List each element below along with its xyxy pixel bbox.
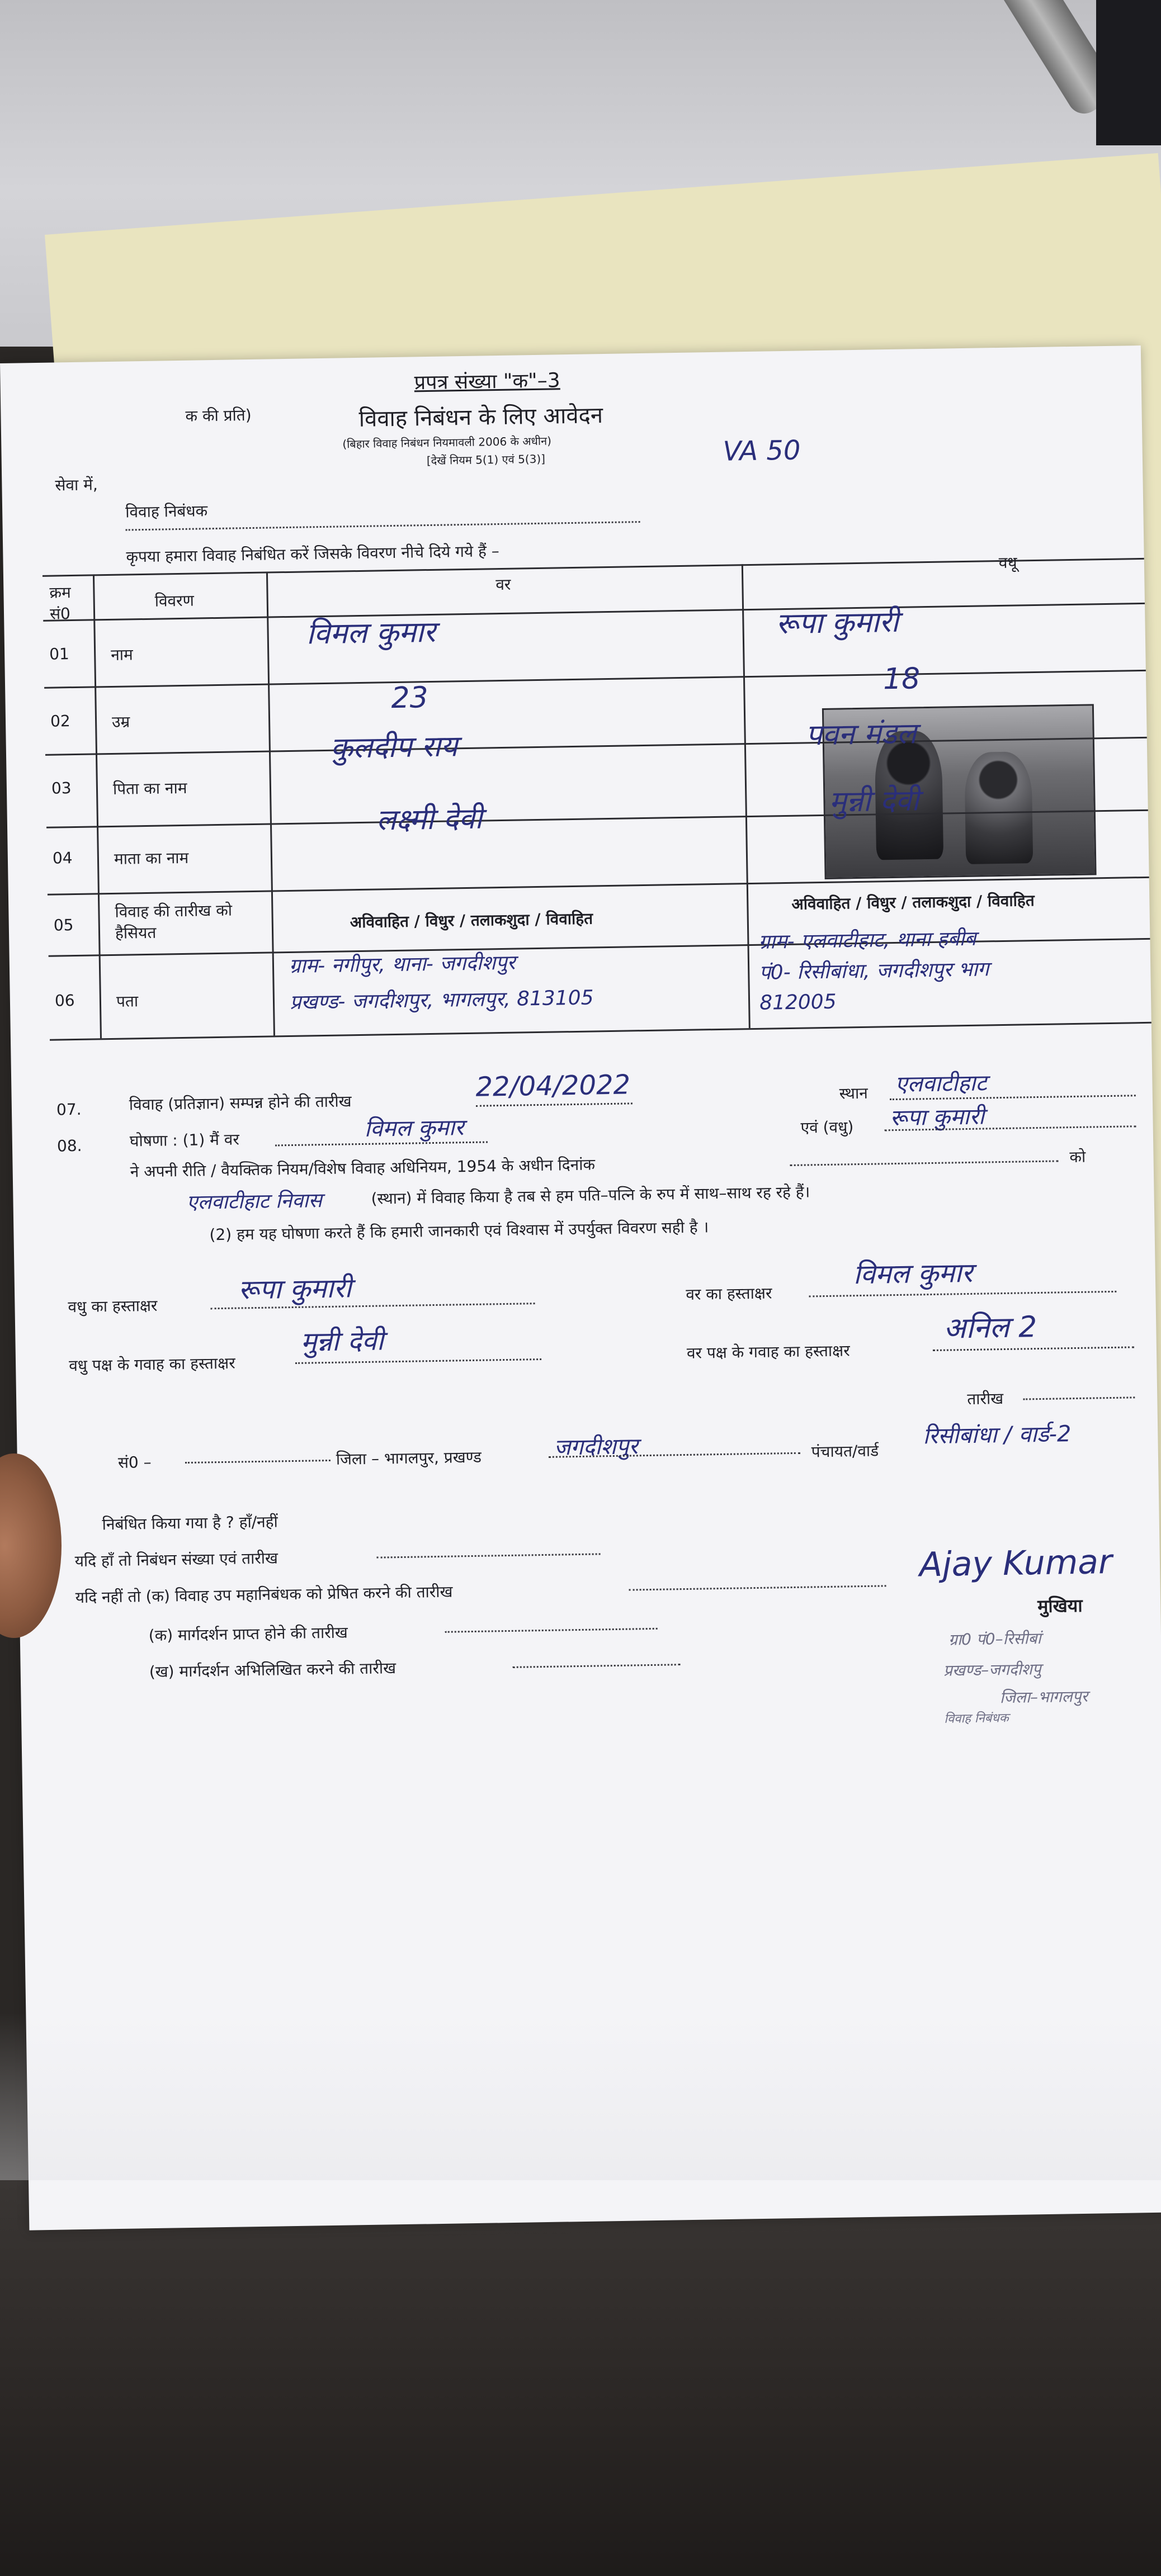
bride-witness-label: वधु पक्ष के गवाह का हस्ताक्षर [68, 1353, 235, 1375]
ko: को [1069, 1147, 1086, 1167]
official-signature: Ajay Kumar [919, 1542, 1113, 1585]
header-detail: विवरण [154, 591, 195, 610]
panchayat-value: रिसीबांधा / वार्ड-2 [922, 1421, 1072, 1450]
header-groom: वर [495, 575, 511, 594]
bride-sign-label: वधु का हस्ताक्षर [68, 1296, 158, 1317]
district-label: जिला – भागलपुर, प्रखण्ड [336, 1447, 482, 1469]
groom-mother: लक्ष्मी देवी [376, 802, 483, 837]
groom-status: अविवाहित / विधुर / तलाकशुदा / विवाहित [350, 909, 593, 932]
bride-figure [964, 751, 1033, 864]
rule-line-1: (बिहार विवाह निबंधन नियमावली 2006 के अधीन) [342, 434, 552, 451]
groom-witness-signature: अनिल 2 [943, 1310, 1037, 1346]
row-no: 05 [53, 916, 74, 935]
form-title: विवाह निबंधन के लिए आवेदन [358, 402, 603, 432]
bride-address-2: पं0- रिसीबांधा, जगदीशपुर भाग [758, 958, 989, 984]
stamp-line-3: जिला–भागलपुर [999, 1687, 1088, 1707]
q-no: यदि नहीं तो (क) विवाह उप महानिबंधक को प्रेषित करने की तारीख [75, 1582, 453, 1607]
q08-text: घोषणा : (1) मैं वर [129, 1130, 240, 1150]
bride-father: पवन मंडल [805, 717, 917, 752]
bride-witness-signature: मुन्नी देवी [300, 1325, 384, 1358]
row-no: 04 [52, 849, 73, 868]
header-bride: वधू [998, 553, 1017, 572]
groom-age: 23 [391, 681, 429, 716]
declaration-line-2: ने अपनी रीति / वैयक्तिक नियम/विशेष विवाह अधिनियम, 1954 के अधीन दिनांक [130, 1155, 596, 1181]
q-yes: यदि हाँ तो निबंधन संख्या एवं तारीख [74, 1549, 279, 1571]
copy-note: क की प्रति) [185, 405, 252, 425]
q-ka: (क) मार्गदर्शन प्राप्त होने की तारीख [148, 1623, 348, 1645]
stamp-line-1: ग्रा0 पं0–रिसीबां [948, 1629, 1041, 1649]
row-label: विवाह की तारीख को हैसियत [115, 901, 233, 943]
row-no: 06 [54, 991, 75, 1010]
form-paper [0, 345, 1161, 2231]
form-number: प्रपत्र संख्या "क"–3 [414, 369, 560, 395]
place-value: एलवाटीहाट [895, 1070, 987, 1098]
registrar-label: विवाह निबंधक [125, 501, 208, 522]
row-no: 02 [50, 712, 70, 731]
header-serial: क्रम सं0 [49, 583, 71, 623]
bride-mother: मुन्नी देवी [829, 784, 919, 819]
row-label: उम्र [111, 712, 130, 731]
tarikh-label: तारीख [967, 1389, 1004, 1409]
row-label: नाम [110, 645, 134, 664]
block-value: जगदीशपुर [554, 1433, 639, 1461]
background-floor [0, 2180, 1161, 2576]
groom-witness-label: वर पक्ष के गवाह का हस्ताक्षर [686, 1341, 850, 1362]
groom-signature: विमल कुमार [853, 1257, 973, 1291]
declaration-line-3: (स्थान) में विवाह किया है तब से हम पति–पत्नि के रुप में साथ–साथ रह रहे हैं। [371, 1182, 810, 1208]
groom-name: विमल कुमार [306, 615, 436, 651]
row-no: 01 [49, 645, 70, 664]
groom-sign-label: वर का हस्ताक्षर [686, 1284, 772, 1304]
and-bride: एवं (वधु) [800, 1117, 854, 1137]
groom-father: कुलदीप राय [330, 730, 458, 765]
bride-age: 18 [882, 662, 921, 697]
q07-text: विवाह (प्रतिज्ञान) सम्पन्न होने की तारीख [129, 1092, 352, 1114]
place-label: स्थान [839, 1083, 868, 1103]
rule-line-2: [देखें नियम 5(1) एवं 5(3)] [426, 452, 546, 468]
groom-address-2: प्रखण्ड- जगदीशपुर, भागलपुर, 813105 [289, 986, 594, 1015]
declaration-place: एलवाटीहाट निवास [186, 1189, 323, 1214]
stamp-line-2: प्रखण्ड–जगदीशपु [943, 1660, 1041, 1680]
bride-address-1: ग्राम- एलवाटीहाट, थाना हबीब [758, 927, 976, 954]
panchayat-label: पंचायत/वार्ड [811, 1441, 879, 1461]
q08-label: 08. [56, 1136, 82, 1156]
groom-address-1: ग्राम- नगीपुर, थाना- जगदीशपुर [289, 951, 516, 978]
seva-mein: सेवा में, [55, 475, 98, 495]
declaration-line-4: (2) हम यह घोषणा करते हैं कि हमारी जानकारी एवं विश्वास में उपर्युक्त विवरण सही है । [209, 1218, 709, 1244]
mukhiya-label: मुखिया [1037, 1594, 1083, 1617]
dark-object [1096, 0, 1161, 145]
row-label: पता [116, 992, 139, 1011]
photo-note: VA 50 [723, 434, 801, 467]
paper-shadow [0, 2012, 1161, 2180]
stamp-line-4: विवाह निबंधक [944, 1711, 1009, 1726]
marriage-date: 22/04/2022 [475, 1069, 631, 1103]
q-registered: निबंधित किया गया है ? हाँ/नहीं [102, 1512, 279, 1534]
q07-label: 07. [56, 1100, 82, 1119]
declaration-bride: रूपा कुमारी [890, 1104, 985, 1131]
bride-name: रूपा कुमारी [776, 605, 899, 641]
q-kha: (ख) मार्गदर्शन अभिलिखित करने की तारीख [149, 1659, 397, 1682]
bride-signature: रूपा कुमारी [238, 1272, 352, 1306]
registrar-dots [126, 521, 640, 531]
request-text: कृपया हमारा विवाह निबंधित करें जिसके विवरण नीचे दिये गये हैं – [126, 542, 500, 566]
declaration-groom: विमल कुमार [364, 1115, 464, 1142]
row-label: पिता का नाम [112, 778, 187, 798]
row-no: 03 [51, 779, 72, 798]
serial-label: सं0 – [117, 1452, 152, 1472]
row-label: माता का नाम [114, 848, 189, 868]
bride-status: अविवाहित / विधुर / तलाकशुदा / विवाहित [791, 891, 1035, 913]
bride-address-3: 812005 [759, 990, 837, 1015]
